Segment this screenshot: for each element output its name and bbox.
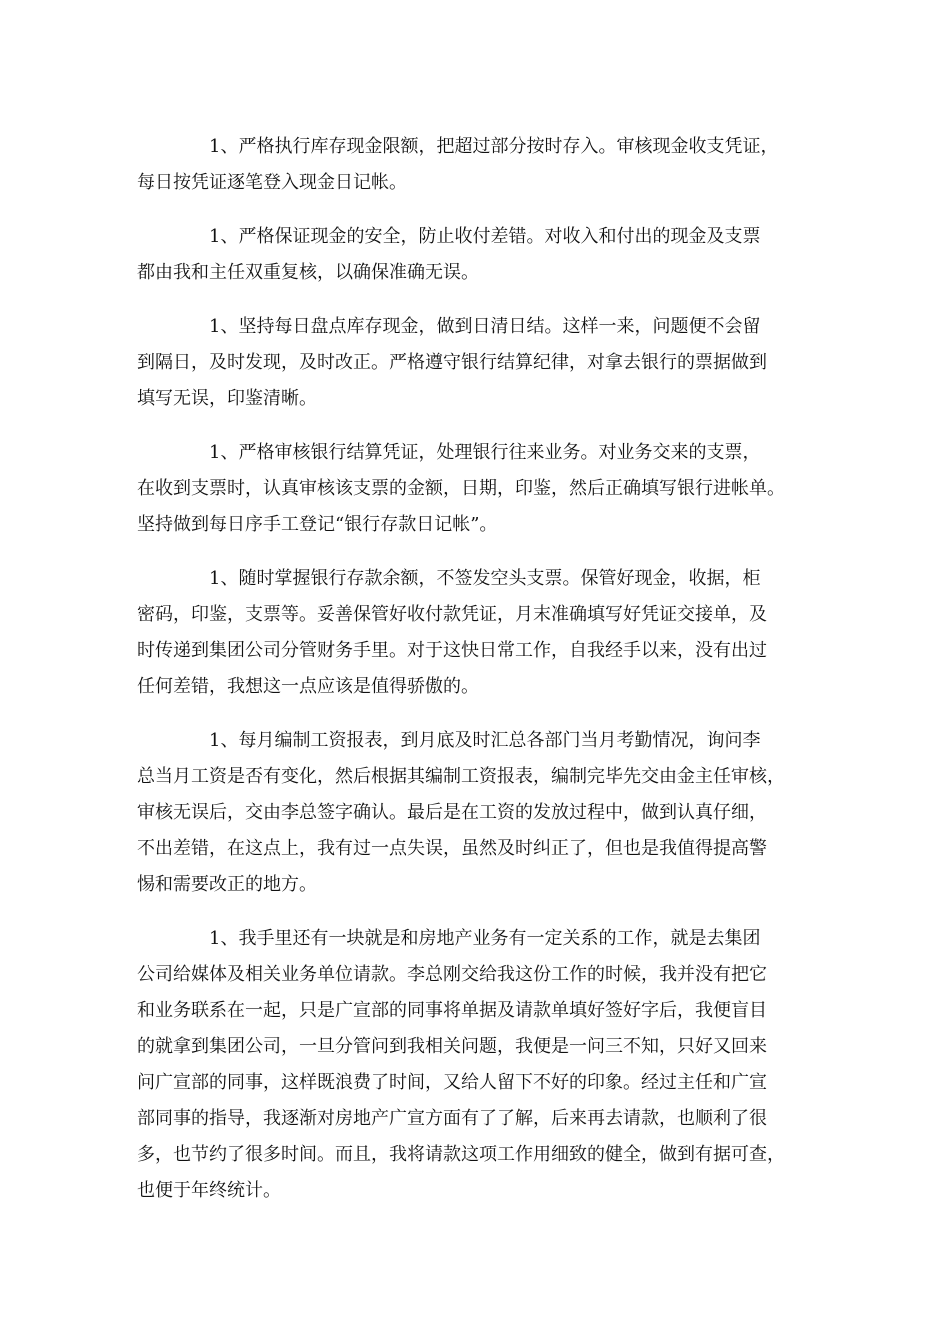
paragraph-cash-safety: 1、严格保证现金的安全，防止收付差错。对收入和付出的现金及支票 都由我和主任双重复核，以确保准确无误。 (137, 226, 761, 283)
paragraph-bank-settlement: 1、严格审核银行结算凭证，处理银行往来业务。对业务交来的支票， 在收到支票时，认真审核该支票的金额，日期，印鉴，然后正确填写银行进帐单。 坚持做到每日序手工登记“银行存款日记帐”。 (137, 442, 785, 535)
paragraph-payroll: 1、每月编制工资报表，到月底及时汇总各部门当月考勤情况，询问李 总当月工资是否有变化，然后根据其编制工资报表，编制完毕先交由金主任审核， 审核无误后，交由李总签字确认。最后是在工资的发放过程中，做到认真仔细， 不出差错，在这点上，我有过一点失误，虽然及时纠正了，但也是我值得提高警 惕和需要改正的地方。 (137, 730, 785, 895)
paragraph-daily-count: 1、坚持每日盘点库存现金，做到日清日结。这样一来，问题便不会留 到隔日，及时发现，及时改正。严格遵守银行结算纪律，对拿去银行的票据做到 填写无误，印鉴清晰。 (137, 316, 767, 409)
paragraph-bank-balance: 1、随时掌握银行存款余额，不签发空头支票。保管好现金，收据，柜 密码，印鉴，支票等。妥善保管好收付款凭证，月末准确填写好凭证交接单，及 时传递到集团公司分管财务手里。对于这快日常工作，自我经手以来，没有出过 任何差错，我想这一点应该是值得骄傲的。 (137, 568, 767, 697)
paragraph-real-estate-payments: 1、我手里还有一块就是和房地产业务有一定关系的工作，就是去集团 公司给媒体及相关业务单位请款。李总刚交给我这份工作的时候，我并没有把它 和业务联系在一起，只是广宣部的同事将单据及请款单填好签好字后，我便盲目 的就拿到集团公司，一旦分管问到我相关问题，我便是一问三不知，只好又回来 问广宣部的同事，这样既浪费了时间，又给人留下不好的印象。经过主任和广宣 部同事的指导，我逐渐对房地产广宣方面有了了解，后来再去请款，也顺利了很 多，也节约了很多时间。而且，我将请款这项工作用细致的健全，做到有据可查， 也便于年终统计。 (137, 928, 785, 1201)
paragraph-cash-limit: 1、严格执行库存现金限额，把超过部分按时存入。审核现金收支凭证， 每日按凭证逐笔登入现金日记帐。 (137, 136, 779, 193)
document-body (137, 129, 817, 1227)
